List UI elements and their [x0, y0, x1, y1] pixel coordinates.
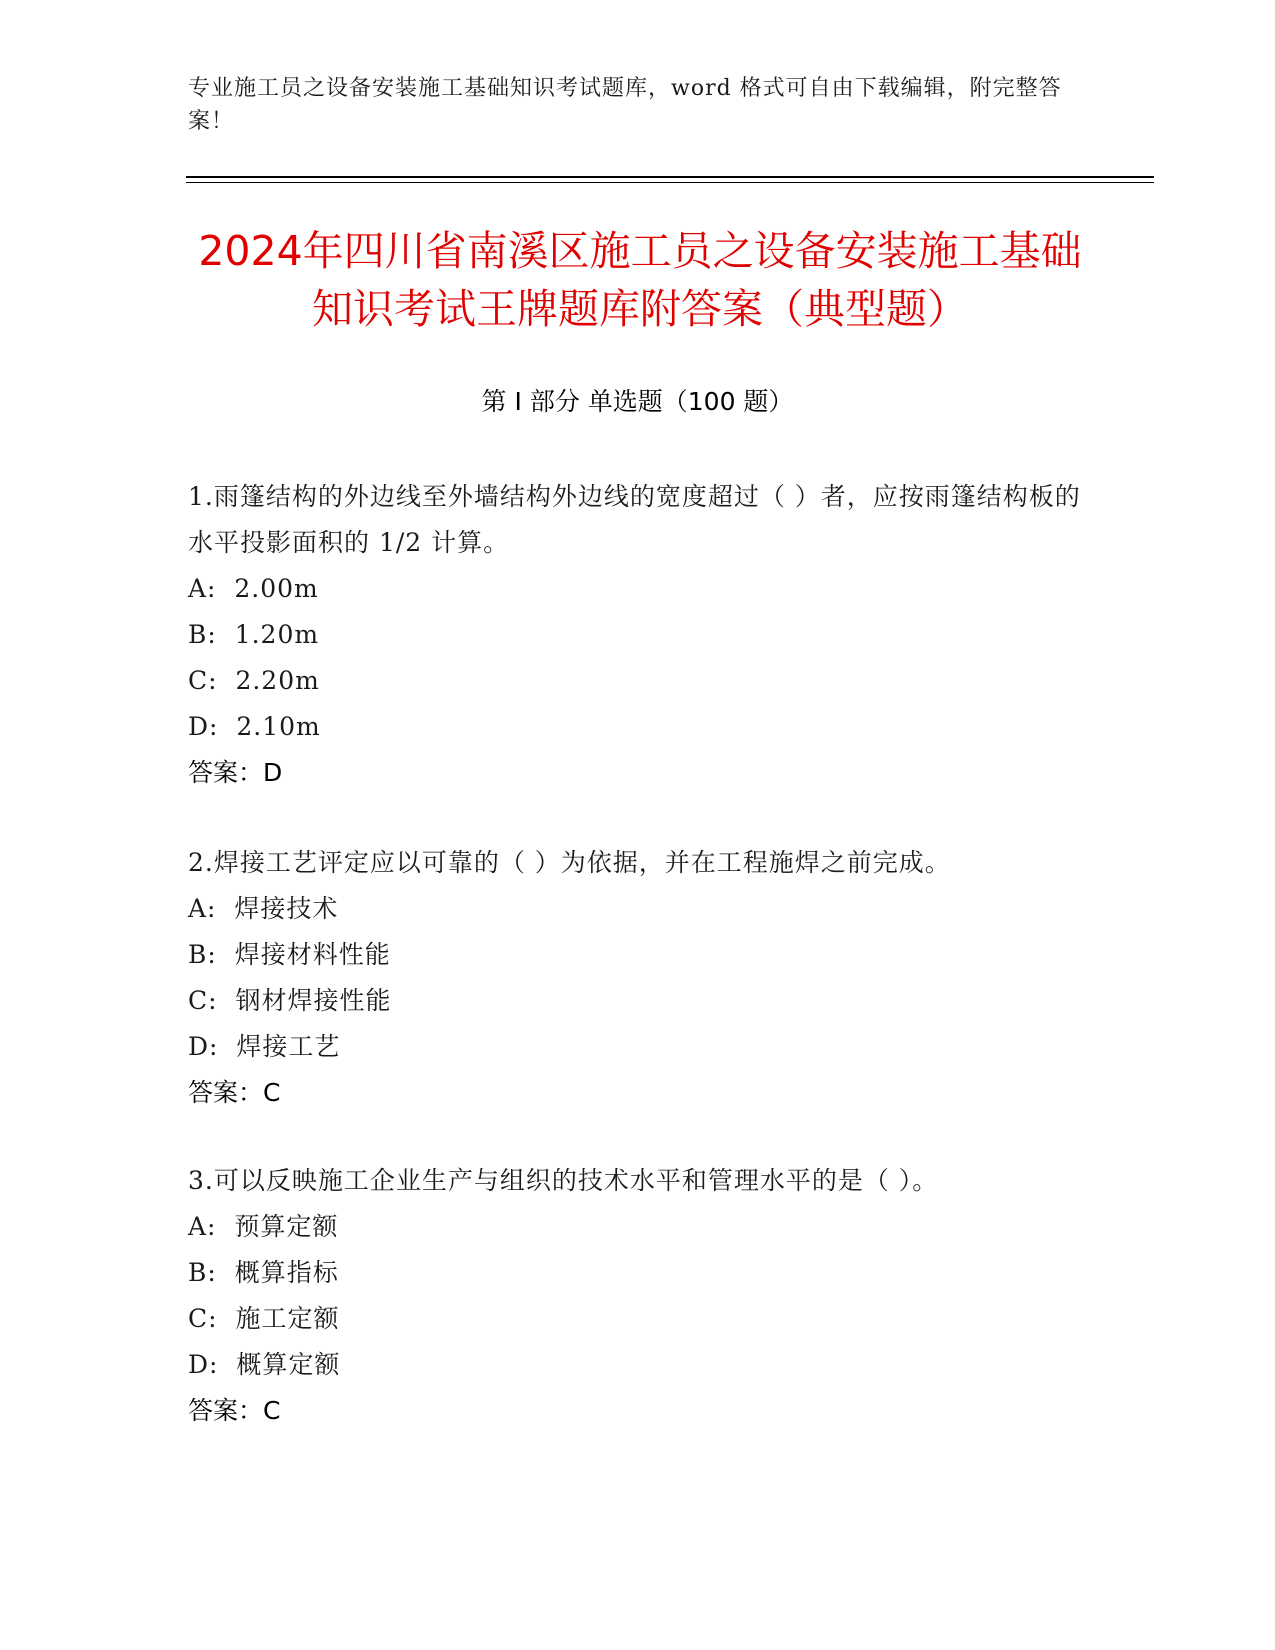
answer: 答案：C — [188, 1396, 281, 1425]
option-d: D: 概算定额 — [188, 1350, 341, 1379]
document-title: 2024年四川省南溪区施工员之设备安装施工基础知识考试王牌题库附答案（典型题） — [198, 227, 1082, 333]
question-stem: 2.焊接工艺评定应以可靠的（ ）为依据，并在工程施焊之前完成。 — [188, 848, 951, 877]
answer: 答案：D — [188, 758, 283, 787]
question-2 — [188, 840, 1088, 1116]
question-stem: 3.可以反映施工企业生产与组织的技术水平和管理水平的是（ ）。 — [188, 1166, 939, 1195]
section-title: 第 I 部分 单选题（100 题） — [481, 387, 794, 416]
header-note: 专业施工员之设备安装施工基础知识考试题库，word 格式可自由下载编辑，附完整答案！ — [188, 76, 1062, 134]
option-b: B: 焊接材料性能 — [188, 940, 391, 969]
option-a: A: 焊接技术 — [188, 894, 339, 923]
answer: 答案：C — [188, 1078, 281, 1107]
option-a: A: 预算定额 — [188, 1212, 339, 1241]
option-b: B: 1.20m — [188, 620, 320, 649]
question-1 — [188, 474, 1088, 796]
option-c: C: 施工定额 — [188, 1304, 340, 1333]
option-a: A: 2.00m — [188, 574, 319, 603]
option-d: D: 2.10m — [188, 712, 321, 741]
option-d: D: 焊接工艺 — [188, 1032, 341, 1061]
header-divider-thick — [186, 176, 1154, 178]
question-3 — [188, 1158, 1088, 1434]
option-c: C: 钢材焊接性能 — [188, 986, 392, 1015]
question-stem: 1.雨篷结构的外边线至外墙结构外边线的宽度超过（ ）者，应按雨篷结构板的水平投影面积的 1/2 计算。 — [188, 482, 1081, 557]
header-divider-thin — [186, 182, 1154, 183]
option-b: B: 概算指标 — [188, 1258, 339, 1287]
option-c: C: 2.20m — [188, 666, 320, 695]
